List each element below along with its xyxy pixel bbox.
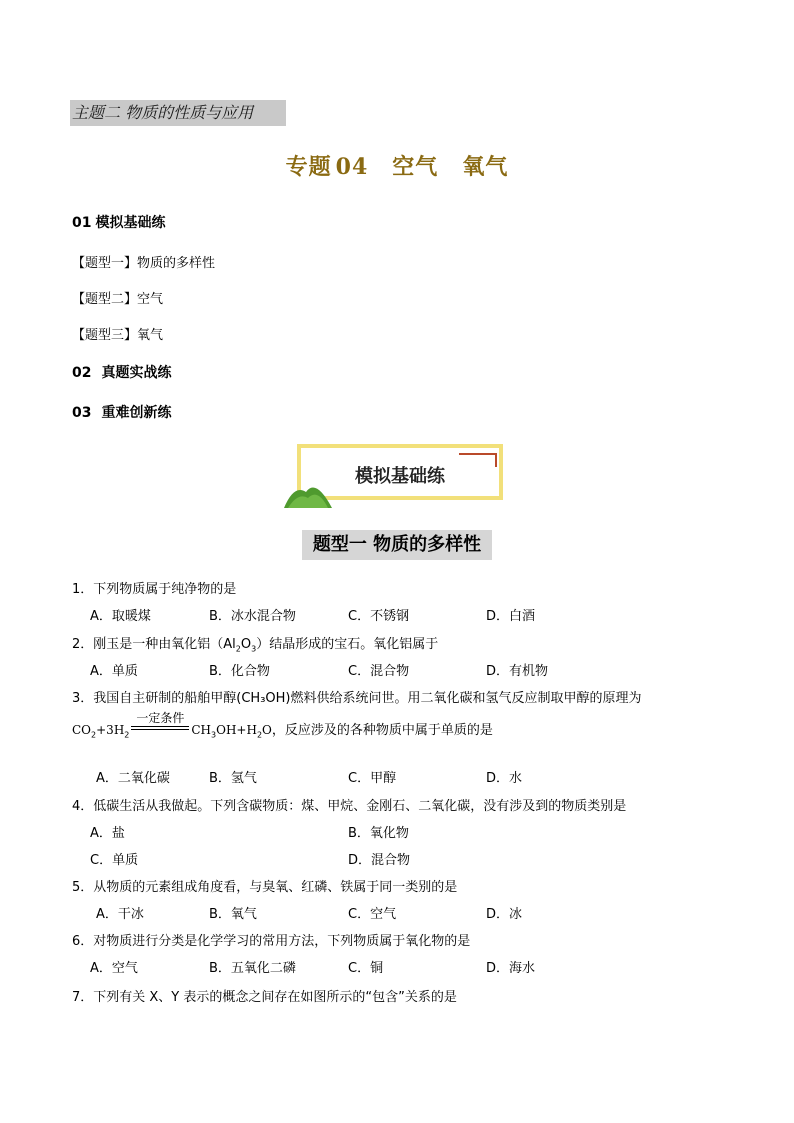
toc-num: 02 [72,365,92,381]
toc-section-02[interactable] [72,362,171,382]
q6-option-a[interactable]: A．空气 [90,961,138,976]
q4-option-a[interactable]: A．盐 [90,826,125,841]
q4-option-d[interactable]: D．混合物 [348,853,411,868]
equation-tail: ，反应涉及的各种物质中属于单质的是 [271,723,493,738]
q2-option-c[interactable]: C．混合物 [348,664,410,679]
question-3-stem: 3．我国自主研制的船舶甲醇(CH₃OH)燃料供给系统问世。用二氧化碳和氢气反应制取甲醇的原理为 [72,691,642,706]
title-word-air: 空气 [392,154,439,180]
q2-option-b[interactable]: B．化合物 [209,664,270,679]
question-1-stem: 1．下列物质属于纯净物的是 [72,582,237,597]
banner-accent-line [459,453,497,455]
toc-num: 01 [72,215,92,231]
question-5-stem: 5．从物质的元素组成角度看，与臭氧、红磷、铁属于同一类别的是 [72,880,458,895]
q6-option-b[interactable]: B．五氧化二磷 [209,961,296,976]
title-prefix: 专题 04 [285,154,369,180]
q1-option-a[interactable]: A．取暖煤 [90,609,151,624]
q4-option-b[interactable]: B．氧化物 [348,826,409,841]
q5-option-c[interactable]: C．空气 [348,907,397,922]
toc-section-03[interactable] [72,402,171,422]
section-heading: 题型一 物质的多样性 [302,530,492,560]
q3-option-b[interactable]: B．氢气 [209,771,257,786]
q6-option-c[interactable]: C．铜 [348,961,384,976]
theme-label: 主题二 物质的性质与应用 [70,100,286,126]
q4-option-c[interactable]: C．单质 [90,853,139,868]
q5-option-b[interactable]: B．氧气 [209,907,257,922]
toc-label: 重难创新练 [101,405,172,421]
q5-option-a[interactable]: A．干冰 [96,907,144,922]
banner-accent-tick [495,453,497,467]
toc-type-3[interactable]: 【题型三】氧气 [72,328,164,343]
q3-option-a[interactable]: A．二氧化碳 [96,771,170,786]
toc-type-1[interactable]: 【题型一】物质的多样性 [72,256,216,271]
toc-label: 模拟基础练 [95,215,166,231]
toc-label: 真题实战练 [101,365,172,381]
reaction-condition: 一定条件 [131,718,189,738]
q6-option-d[interactable]: D．海水 [486,961,536,976]
q3-option-d[interactable]: D．水 [486,771,523,786]
page-title [0,150,794,181]
q1-option-c[interactable]: C．不锈钢 [348,609,410,624]
toc-section-01[interactable] [72,212,165,232]
q1-option-b[interactable]: B．冰水混合物 [209,609,296,624]
mountain-icon [284,478,334,508]
question-4-stem: 4．低碳生活从我做起。下列含碳物质：煤、甲烷、金刚石、二氧化碳，没有涉及到的物质类别是 [72,799,627,814]
q1-option-d[interactable]: D．白酒 [486,609,536,624]
q2-option-d[interactable]: D．有机物 [486,664,549,679]
toc-num: 03 [72,405,92,421]
q5-option-d[interactable]: D．冰 [486,907,523,922]
chemical-equation: $CO_2+3H_2$ 一定条件 $CH_3OH+H_2O$，反应涉及的各种物质中属于单质的是 [72,711,493,740]
toc-type-2[interactable]: 【题型二】空气 [72,292,164,307]
question-6-stem: 6．对物质进行分类是化学学习的常用方法，下列物质属于氧化物的是 [72,934,471,949]
title-word-oxygen: 氧气 [462,154,509,180]
q2-option-a[interactable]: A．单质 [90,664,138,679]
question-7-stem: 7．下列有关 X、Y 表示的概念之间存在如图所示的“包含”关系的是 [72,990,457,1005]
banner-label: 模拟基础练 [355,466,445,487]
question-2-stem: 2．刚玉是一种由氧化铝$(Al_2O_3)$结晶形成的宝石。氧化铝属于 [72,637,439,654]
q3-option-c[interactable]: C．甲醇 [348,771,397,786]
